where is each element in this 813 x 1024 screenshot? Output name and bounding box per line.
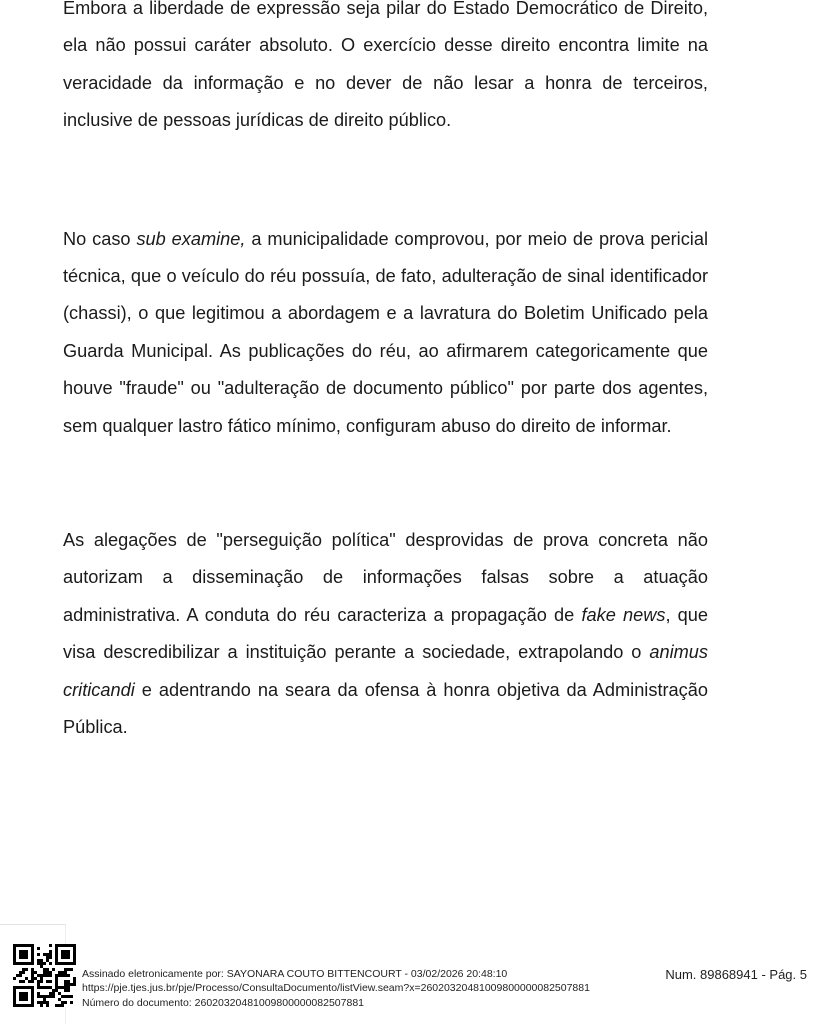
signature-footer: [82, 967, 590, 1012]
text-run: e adentrando na seara da ofensa à honra objetiva da Administração Pública.: [63, 679, 708, 738]
text-run: , que visa descredibilizar a instituição perante a sociedade, extrapolando o: [63, 604, 708, 663]
verification-url-line: https://pje.tjes.jus.br/pje/Processo/ConsultaDocumento/listView.seam?x=26020320481009800000082507881: [82, 982, 590, 995]
paragraph: [63, 221, 708, 445]
italic-text-run: fake news: [581, 604, 666, 625]
document-body: [63, 0, 708, 747]
signed-by-line: Assinado eletronicamente por: SAYONARA COUTO BITTENCOURT - 03/02/2026 20:48:10: [82, 967, 508, 980]
italic-text-run: sub examine,: [136, 228, 246, 249]
text-run: No caso: [63, 228, 137, 249]
page-number-label: Num. 89868941 - Pág. 5: [665, 967, 807, 982]
text-run: As alegações de "perseguição política" desprovidas de prova concreta não autorizam a disseminação de informações falsas sobre a atuação administrativa. A conduta do réu caracteriza a propagação de: [63, 530, 708, 625]
italic-text-run: animus criticandi: [63, 642, 708, 700]
paragraph: [63, 0, 708, 140]
paragraph: [63, 522, 708, 746]
text-run: Embora a liberdade de expressão seja pilar do Estado Democrático de Direito, ela não possui caráter absoluto. O exercício desse direito encontra limite na veracidade da informação e no dever de não lesar a honra de terceiros, inclusive de pessoas jurídicas de direito público.: [63, 0, 708, 131]
text-run: a municipalidade comprovou, por meio de prova pericial técnica, que o veículo do réu possuía, de fato, adulteração de sinal identificador (chassi), o que legitimou a abordagem e a lavratura do Boletim Unificado pela Guarda Municipal. As publicações do réu, ao afirmarem categoricamente que houve "fraude" ou "adulteração de documento público" por parte dos agentes, sem qualquer lastro fático mínimo, configuram abuso do direito de informar.: [63, 228, 708, 436]
document-number-line: Número do documento: 26020320481009800000082507881: [82, 997, 364, 1010]
qr-code-icon: [13, 944, 76, 1007]
